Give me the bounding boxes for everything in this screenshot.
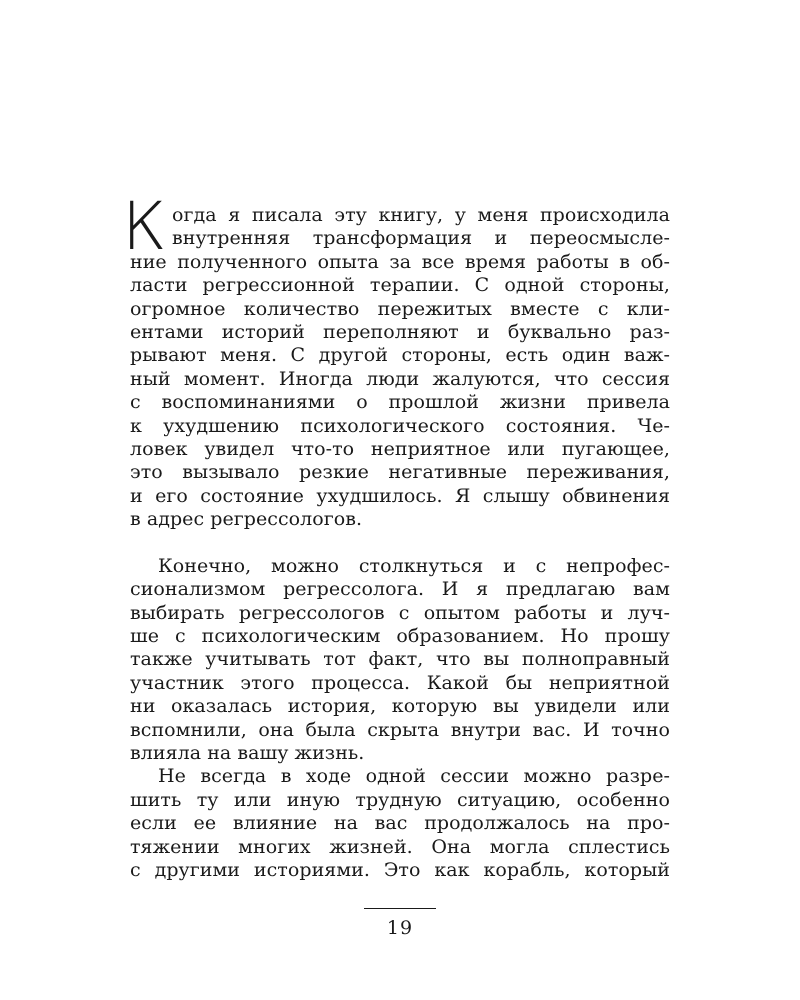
text-line: если ее влияние на вас продолжалось на про- [130,812,670,835]
paragraph-gap [130,531,670,554]
text-line: вспомнили, она была скрыта внутри вас. И точно [130,718,670,741]
text-line: с воспоминаниями о прошлой жизни привела [130,391,670,414]
text-line: ный момент. Иногда люди жалуются, что сессия [130,367,670,390]
text-line: шить ту или иную трудную ситуацию, особенно [130,788,670,811]
text-line: участник этого процесса. Какой бы неприятной [130,671,670,694]
text-line: тяжении многих жизней. Она могла сплестись [130,835,670,858]
page-number-rule [364,908,436,909]
text-line: выбирать регрессологов с опытом работы и луч- [130,601,670,624]
text-line: ше с психологическим образованием. Но прошу [130,625,670,648]
paragraph-2 [130,555,670,766]
text-line: это вызывало резкие негативные переживания, [130,461,670,484]
text-line: рывают меня. С другой стороны, есть один важ- [130,344,670,367]
text-line: огда я писала эту книгу, у меня происходила [172,204,670,226]
drop-cap: К [122,188,166,265]
text-line: Конечно, можно столкнуться и с непрофес- [158,554,670,577]
paragraph-1 [130,204,670,531]
text-line: в адрес регрессологов. [130,508,363,531]
text-line: сионализмом регрессолога. И я предлагаю вам [130,578,670,601]
text-line: и его состояние ухудшилось. Я слышу обвинения [130,484,670,507]
text-line: также учитывать тот факт, что вы полноправный [130,648,670,671]
text-line: ловек увидел что-то неприятное или пугающее, [130,437,670,460]
text-line: с другими историями. Это как корабль, который [130,858,670,881]
paragraph-3 [130,765,670,882]
text-line: ние полученного опыта за все время работы в об- [130,250,670,273]
text-line: к ухудшению психологического состояния. Че- [130,414,670,437]
text-line: ни оказалась история, которую вы увидели или [130,695,670,718]
text-line: влияла на вашу жизнь. [130,741,365,764]
text-line: Не всегда в ходе одной сессии можно разре- [158,765,670,788]
text-line: внутренняя трансформация и переосмысле- [172,227,670,250]
page-text [122,188,670,882]
text-line: ентами историй переполняют и буквально раз- [130,320,670,343]
text-line: ласти регрессионной терапии. С одной стороны, [130,274,670,297]
page-number: 19 [386,917,414,939]
text-line: огромное количество пережитых вместе с кли- [130,297,670,320]
